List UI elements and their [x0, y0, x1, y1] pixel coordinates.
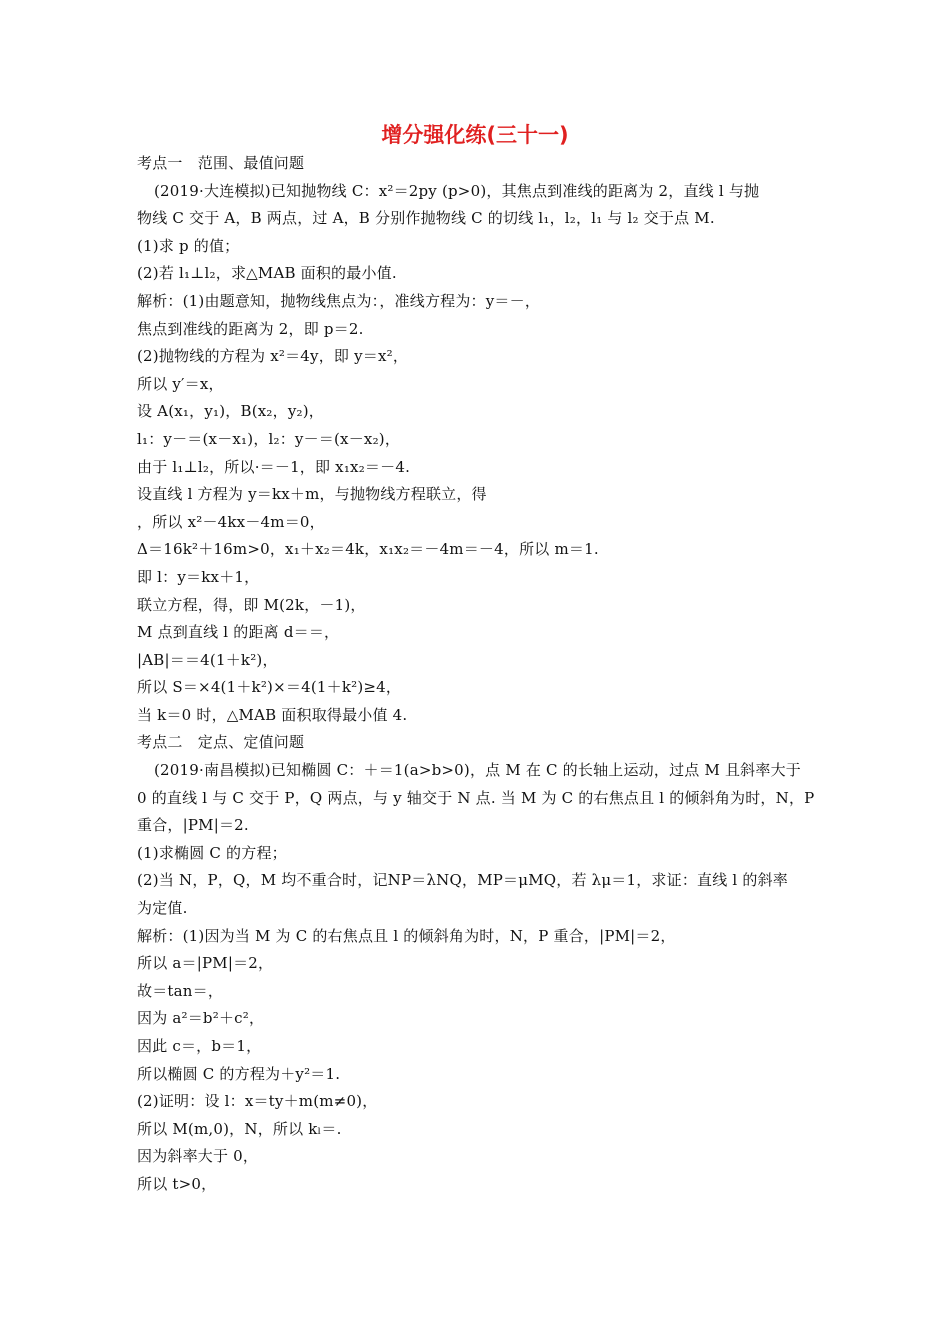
problem-2-line: (2019·南昌模拟)已知椭圆 C：＋＝1(a>b>0)，点 M 在 C 的长轴上运动，过点 M 且斜率大于: [154, 761, 801, 780]
solution-line: 解析：(1)由题意知，抛物线焦点为：，准线方程为：y＝－，: [137, 291, 541, 310]
solution-line: 焦点到准线的距离为 2，即 p＝2.: [137, 319, 364, 338]
solution-line: |AB|＝＝4(1＋k²)，: [137, 650, 278, 669]
section-heading-2: 考点二 定点、定值问题: [137, 733, 305, 752]
solution-line: 即 l：y＝kx＋1，: [137, 567, 260, 586]
solution-line: ，所以 x²－4kx－4m＝0，: [137, 512, 325, 531]
problem-2-question: 为定值.: [137, 899, 188, 918]
problem-1-line: (2019·大连模拟)已知抛物线 C：x²＝2py (p>0)，其焦点到准线的距离为 2，直线 l 与抛: [154, 181, 760, 200]
solution-line: 因为斜率大于 0，: [137, 1147, 259, 1166]
problem-1-line: 物线 C 交于 A，B 两点，过 A，B 分别作抛物线 C 的切线 l₁，l₂，l₁ 与 l₂ 交于点 M.: [137, 209, 715, 228]
problem-2-question: (2)当 N，P，Q，M 均不重合时，记NP＝λNQ，MP＝μMQ，若 λμ＝1，求证：直线 l 的斜率: [137, 871, 788, 890]
problem-2-line: 重合，|PM|＝2.: [137, 816, 249, 835]
solution-line: 所以 a＝|PM|＝2，: [137, 954, 274, 973]
solution-line: (2)抛物线的方程为 x²＝4y，即 y＝x²，: [137, 347, 409, 366]
section-heading-1: 考点一 范围、最值问题: [137, 154, 305, 172]
solution-line: 所以 M(m,0)，N，所以 kₗ＝.: [137, 1119, 342, 1138]
solution-line: 解析：(1)因为当 M 为 C 的右焦点且 l 的倾斜角为时，N，P 重合，|PM|＝2，: [137, 926, 676, 945]
solution-line: 因此 c＝，b＝1，: [137, 1037, 262, 1055]
problem-2-line: 0 的直线 l 与 C 交于 P，Q 两点，与 y 轴交于 N 点. 当 M 为 C 的右焦点且 l 的倾斜角为时，N，P: [137, 788, 815, 807]
solution-line: 所以 t>0，: [137, 1174, 217, 1193]
problem-1-question: (2)若 l₁⊥l₂，求△MAB 面积的最小值.: [137, 264, 397, 283]
solution-line: 所以 y′＝x，: [137, 374, 224, 393]
problem-1-question: (1)求 p 的值；: [137, 236, 240, 255]
solution-line: (2)证明：设 l：x＝ty＋m(m≠0)，: [137, 1092, 378, 1111]
page-title: 增分强化练(三十一): [381, 123, 569, 147]
solution-line: 所以椭圆 C 的方程为＋y²＝1.: [137, 1064, 341, 1083]
solution-line: 设直线 l 方程为 y＝kx＋m，与抛物线方程联立，得: [137, 485, 487, 504]
solution-line: 故＝tan＝，: [137, 981, 224, 1000]
solution-line: 当 k＝0 时，△MAB 面积取得最小值 4.: [137, 705, 408, 724]
solution-line: 因为 a²＝b²＋c²，: [137, 1009, 265, 1028]
solution-line: l₁：y－＝(x－x₁)，l₂：y－＝(x－x₂)，: [137, 429, 401, 448]
solution-line: 设 A(x₁，y₁)，B(x₂，y₂)，: [137, 402, 324, 421]
problem-2-question: (1)求椭圆 C 的方程；: [137, 843, 287, 862]
document-body: [137, 150, 817, 1199]
solution-line: M 点到直线 l 的距离 d＝＝，: [137, 623, 340, 642]
solution-line: 由于 l₁⊥l₂，所以·＝－1，即 x₁x₂＝－4.: [137, 457, 411, 476]
solution-line: 联立方程，得，即 M(2k，－1)，: [137, 595, 366, 614]
solution-line: Δ＝16k²＋16m>0，x₁＋x₂＝4k，x₁x₂＝－4m＝－4，所以 m＝1.: [137, 540, 599, 559]
solution-line: 所以 S＝×4(1＋k²)×＝4(1＋k²)≥4，: [137, 678, 402, 697]
